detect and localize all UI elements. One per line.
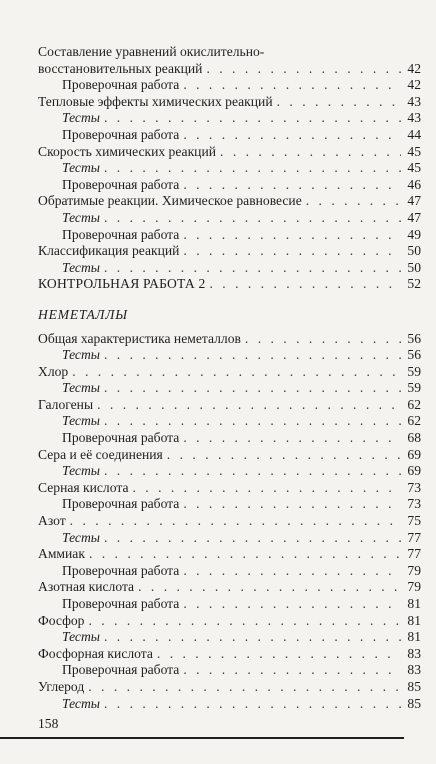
- toc-entry: [38, 480, 421, 497]
- toc-entry-title: Углерод: [38, 678, 85, 694]
- toc-entry-title: Тесты: [62, 380, 100, 396]
- toc-entry: [38, 662, 421, 679]
- toc-entry-title: Тесты: [62, 110, 100, 126]
- toc-entry: [38, 463, 421, 480]
- dot-leader: [104, 696, 401, 713]
- toc-entry: [38, 513, 421, 530]
- toc-entry-page: 79: [407, 562, 421, 578]
- dot-leader: [104, 260, 401, 277]
- toc-entry: [38, 260, 421, 277]
- toc-entry-title: Тесты: [62, 463, 100, 479]
- toc-entry-title: Проверочная работа: [62, 126, 180, 142]
- toc-entry-title: Галогены: [38, 396, 94, 412]
- toc-group-reactions: [38, 44, 421, 293]
- toc-entry: [38, 696, 421, 713]
- dot-leader: [183, 77, 401, 94]
- toc-entry-title: Тесты: [62, 629, 100, 645]
- toc-entry: [38, 397, 421, 414]
- toc-entry: [38, 227, 421, 244]
- dot-leader: [72, 364, 401, 381]
- toc-entry-title: восстановительных реакций: [38, 60, 203, 76]
- toc-entry-page: 77: [407, 529, 421, 545]
- toc-entry-title: Проверочная работа: [62, 596, 180, 611]
- toc-entry-title: Проверочная работа: [62, 430, 180, 446]
- toc-entry-page: 73: [407, 496, 421, 512]
- toc-entry: [38, 193, 421, 210]
- toc-group-nonmetals: [38, 331, 421, 713]
- toc-entry-title: Азотная кислота: [38, 579, 135, 595]
- dot-leader: [183, 243, 401, 260]
- dot-leader: [104, 629, 401, 646]
- toc-entry-title: Обратимые реакции. Химическое равновесие: [38, 193, 302, 209]
- toc-entry-page: 85: [407, 678, 421, 694]
- dot-leader: [157, 646, 401, 663]
- toc-entry-title: Тесты: [62, 160, 100, 176]
- toc-entry-page: 50: [407, 259, 421, 275]
- toc-entry-page: 68: [407, 430, 421, 446]
- toc-entry-title: Тесты: [62, 529, 100, 545]
- dot-leader: [167, 447, 401, 464]
- toc-entry-page: 73: [407, 479, 421, 495]
- toc-entry: [38, 144, 421, 161]
- toc-entry-page: 62: [407, 396, 421, 412]
- dot-leader: [70, 513, 401, 530]
- toc-entry-title: Тесты: [62, 347, 100, 363]
- toc-entry-title: Тепловые эффекты химических реакций: [38, 93, 273, 109]
- toc-entry-page: 59: [407, 380, 421, 396]
- toc-entry-page: 81: [407, 629, 421, 645]
- dot-leader: [104, 380, 401, 397]
- toc-entry-page: 75: [407, 513, 421, 529]
- toc-entry-title: Проверочная работа: [62, 662, 180, 678]
- toc-entry-title: Скорость химических реакций: [38, 143, 217, 159]
- toc-entry-page: 47: [407, 209, 421, 225]
- toc-entry-page: 45: [407, 160, 421, 176]
- dot-leader: [97, 397, 401, 414]
- toc-entry: [38, 579, 421, 596]
- toc-entry-title: Проверочная работа: [62, 496, 180, 512]
- toc-entry-page: 46: [407, 176, 421, 192]
- dot-leader: [277, 94, 401, 111]
- toc-entry-title: Классификация реакций: [38, 243, 180, 259]
- toc-entry: [38, 380, 421, 397]
- toc-entry: [38, 679, 421, 696]
- toc-entry: [38, 646, 421, 663]
- toc-entry: [38, 61, 421, 78]
- dot-leader: [183, 596, 401, 613]
- toc-entry-title: Тесты: [62, 209, 100, 225]
- toc-entry: [38, 331, 421, 348]
- toc-entry-title: Общая характеристика неметаллов: [38, 330, 241, 346]
- toc-entry-title: Аммиак: [38, 546, 85, 562]
- dot-leader: [132, 480, 401, 497]
- toc-entry-title: Проверочная работа: [62, 226, 180, 242]
- toc-entry-page: 47: [407, 193, 421, 209]
- toc-entry: [38, 243, 421, 260]
- toc-entry: [38, 276, 421, 293]
- toc-entry: [38, 413, 421, 430]
- toc-entry: [38, 546, 421, 563]
- dot-leader: [183, 496, 401, 513]
- toc-entry: [38, 110, 421, 127]
- toc-entry: [38, 160, 421, 177]
- dot-leader: [89, 546, 401, 563]
- toc-entry-page: 56: [407, 347, 421, 363]
- page-number: 158: [38, 716, 59, 731]
- toc-entry-page: 59: [407, 363, 421, 379]
- dot-leader: [220, 144, 401, 161]
- toc-entry-page: 43: [407, 93, 421, 109]
- toc-entry-page: 56: [407, 330, 421, 346]
- toc-entry-title: КОНТРОЛЬНАЯ РАБОТА 2: [38, 276, 206, 292]
- toc-entry-title: Хлор: [38, 363, 69, 379]
- dot-leader: [104, 210, 401, 227]
- toc-entry-page: 42: [407, 60, 421, 76]
- dot-leader: [104, 160, 401, 177]
- dot-leader: [209, 276, 401, 293]
- toc-entry: [38, 210, 421, 227]
- toc-entry-page: 77: [407, 546, 421, 562]
- toc-entry-page: 42: [407, 77, 421, 93]
- dot-leader: [138, 579, 401, 596]
- dot-leader: [183, 227, 401, 244]
- dot-leader: [183, 563, 401, 580]
- toc-entry-page: 44: [407, 126, 421, 142]
- toc-entry-title: Проверочная работа: [62, 77, 180, 93]
- toc-entry-page: 69: [407, 463, 421, 479]
- toc-entry-title: Тесты: [62, 413, 100, 429]
- toc-entry-title: Проверочная работа: [62, 176, 180, 192]
- toc-entry-page: 52: [407, 276, 421, 292]
- toc-entry-title: Фосфорная кислота: [38, 645, 153, 661]
- toc-entry-title: Сера и её соединения: [38, 446, 163, 462]
- toc-entry: [38, 127, 421, 144]
- dot-leader: [183, 662, 401, 679]
- toc-entry-page: 69: [407, 446, 421, 462]
- toc-entry: [38, 430, 421, 447]
- toc-entry: [38, 596, 421, 613]
- toc-entry-title: Тесты: [62, 695, 100, 711]
- toc-entry: [38, 94, 421, 111]
- toc-entry-page: 81: [407, 612, 421, 628]
- table-of-contents: [38, 44, 421, 712]
- dot-leader: [183, 127, 401, 144]
- toc-entry-page: 62: [407, 413, 421, 429]
- dot-leader: [183, 177, 401, 194]
- toc-entry-page: 79: [407, 579, 421, 595]
- toc-entry-page: 49: [407, 226, 421, 242]
- dot-leader: [88, 613, 401, 630]
- toc-entry-page: 45: [407, 143, 421, 159]
- toc-entry-page: 85: [407, 695, 421, 711]
- dot-leader: [88, 679, 401, 696]
- toc-entry-title: Серная кислота: [38, 479, 129, 495]
- section-heading: НЕМЕТАЛЛЫ: [38, 306, 128, 322]
- toc-entry-title-line: Составление уравнений окислительно-: [38, 44, 265, 59]
- toc-entry-title: Проверочная работа: [62, 562, 180, 578]
- dot-leader: [104, 347, 401, 364]
- toc-entry: [38, 530, 421, 547]
- dot-leader: [104, 413, 401, 430]
- toc-entry-page: 50: [407, 243, 421, 259]
- toc-entry-page: 83: [407, 662, 421, 678]
- toc-entry-page: 81: [407, 596, 421, 611]
- dot-leader: [104, 463, 401, 480]
- toc-entry-title: Тесты: [62, 259, 100, 275]
- toc-entry: [38, 77, 421, 94]
- toc-entry: [38, 447, 421, 464]
- toc-entry: [38, 496, 421, 513]
- toc-entry-page: 43: [407, 110, 421, 126]
- dot-leader: [183, 430, 401, 447]
- toc-entry: [38, 177, 421, 194]
- toc-entry: [38, 629, 421, 646]
- toc-entry: [38, 364, 421, 381]
- toc-entry: [38, 613, 421, 630]
- toc-entry-title: Азот: [38, 513, 66, 529]
- toc-entry-page: 83: [407, 645, 421, 661]
- dot-leader: [104, 530, 401, 547]
- toc-entry: [38, 563, 421, 580]
- dot-leader: [245, 331, 401, 348]
- dot-leader: [306, 193, 401, 210]
- toc-entry-title: Фосфор: [38, 612, 85, 628]
- toc-entry: [38, 347, 421, 364]
- dot-leader: [206, 61, 401, 78]
- dot-leader: [104, 110, 401, 127]
- footer-rule: [0, 737, 404, 739]
